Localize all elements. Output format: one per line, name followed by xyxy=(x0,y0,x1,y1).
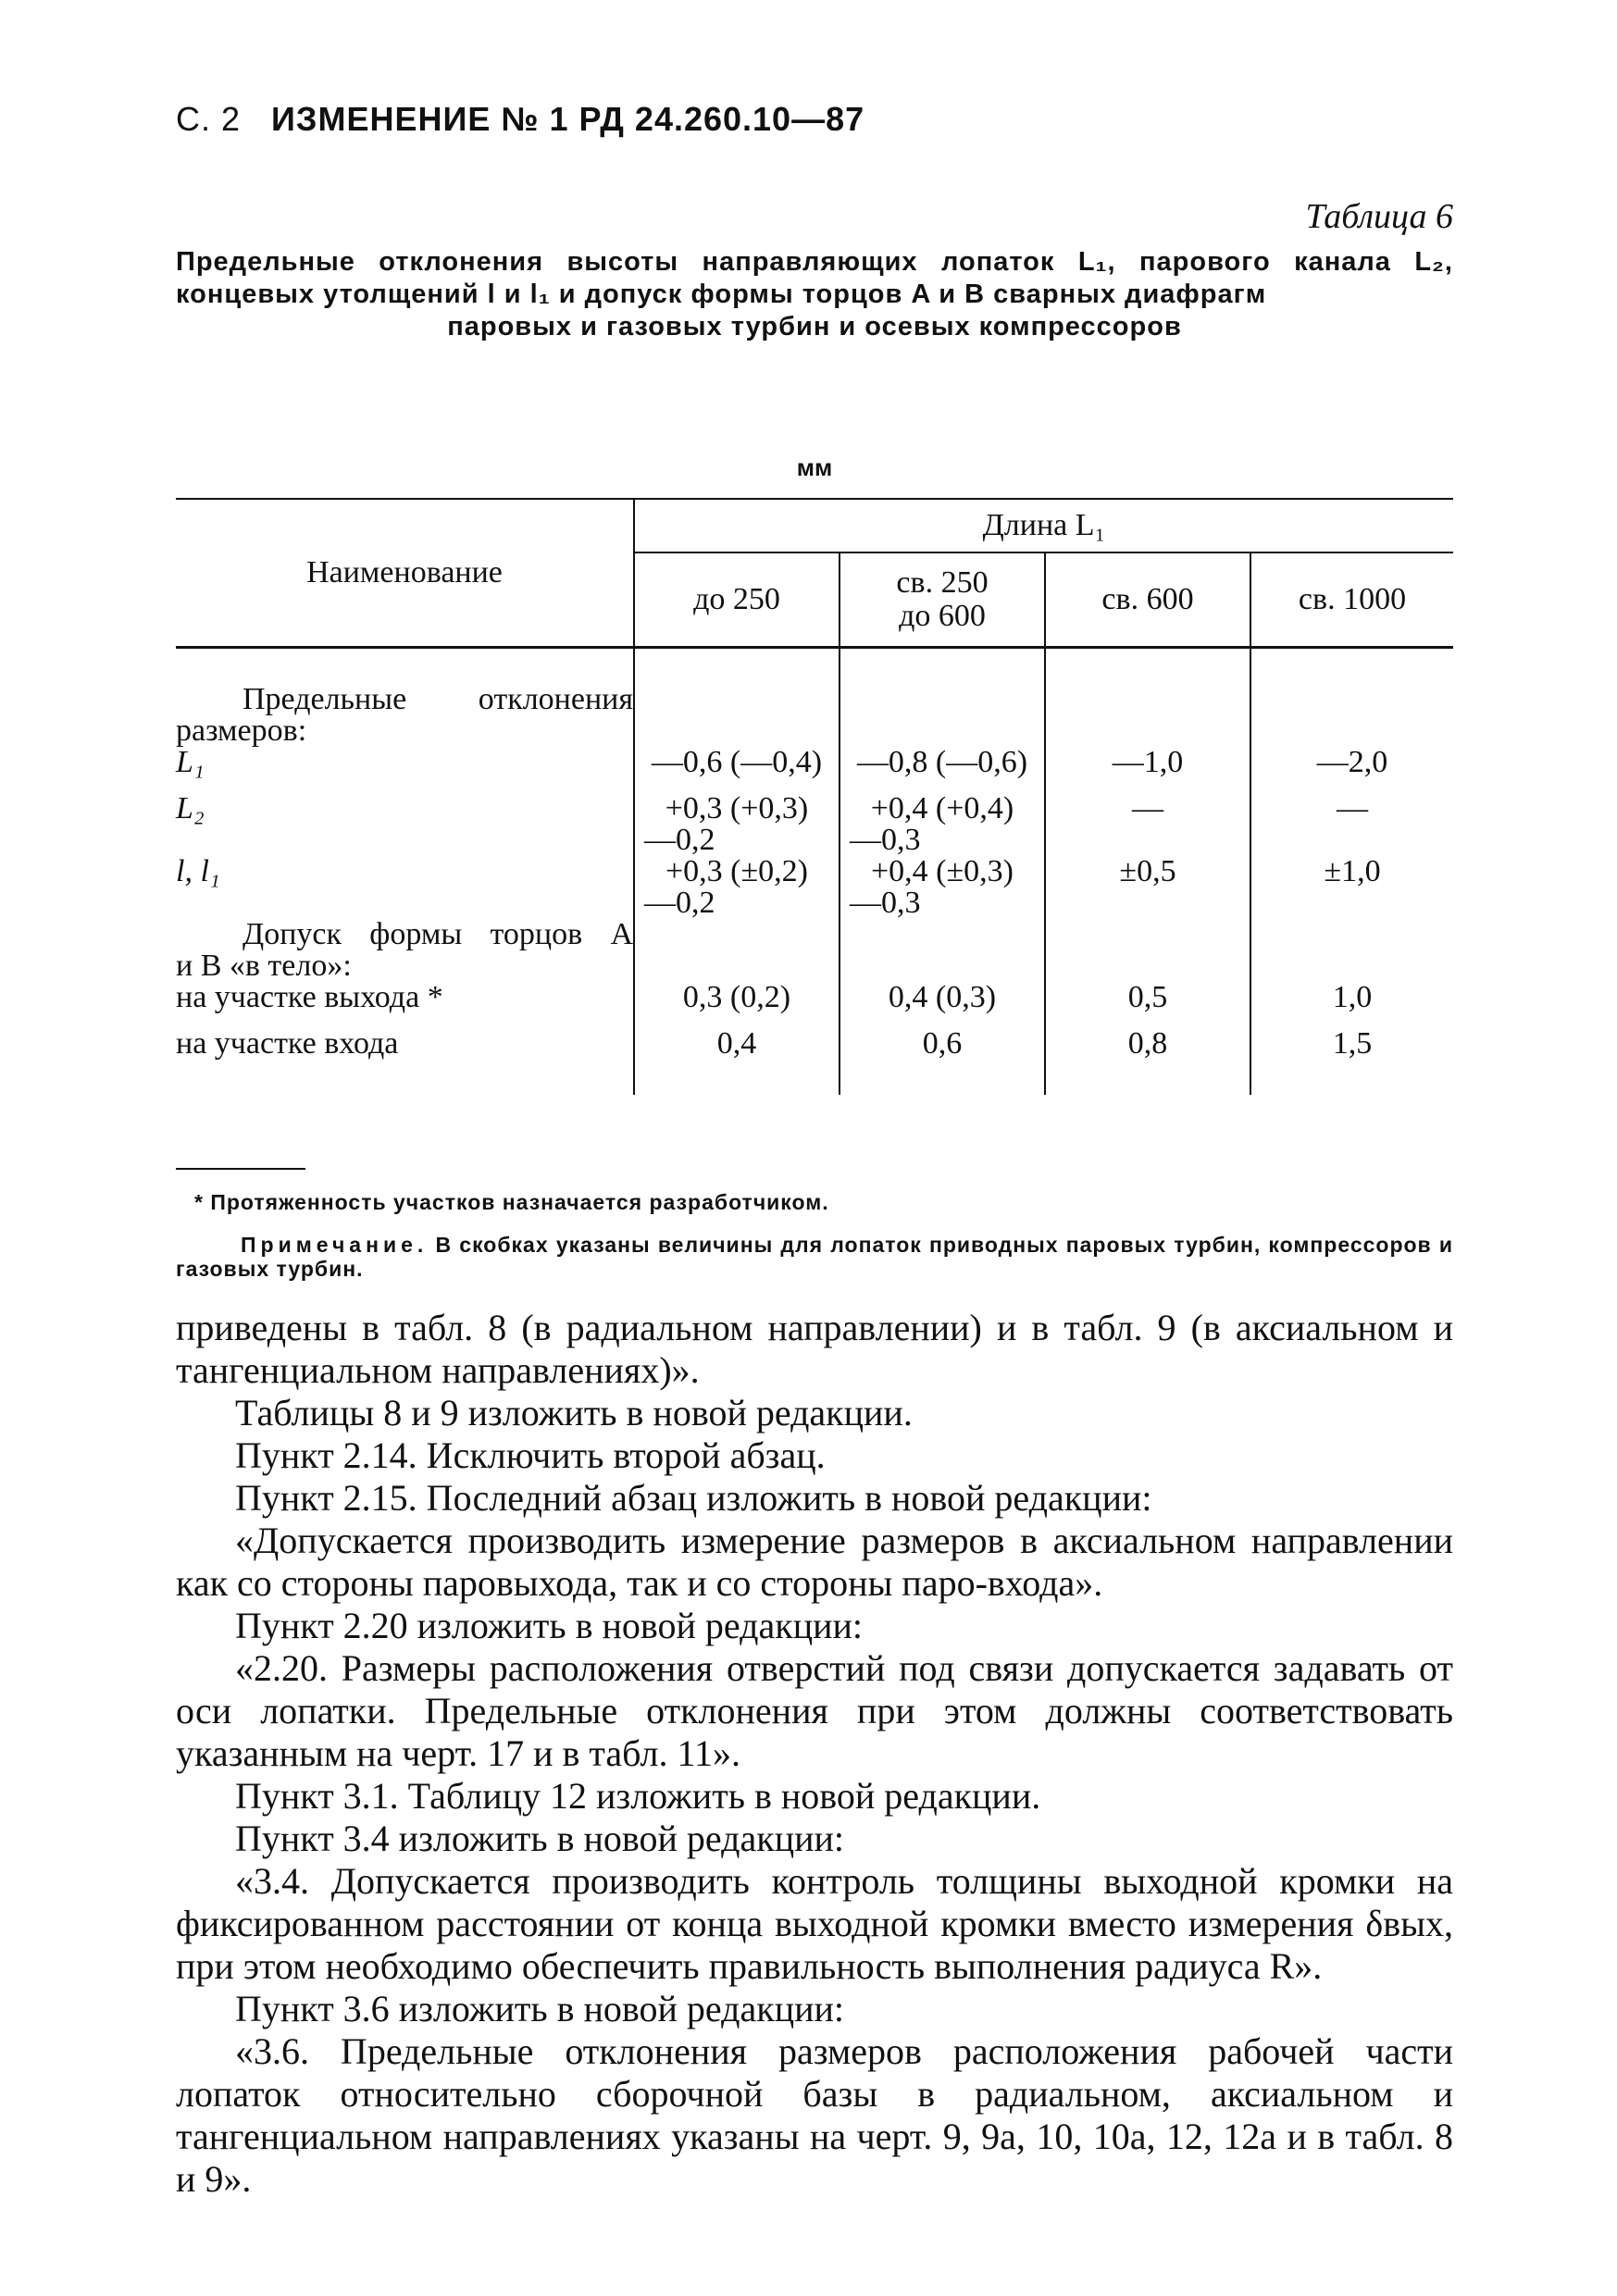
table-cell xyxy=(634,793,840,856)
row-label: на участке выхода * xyxy=(176,980,443,1014)
footnote: * Протяженность участков назначается разработчиком. xyxy=(194,1190,829,1214)
tolerance-table xyxy=(176,498,1453,1095)
paragraph: Пункт 2.14. Исключить второй абзац. xyxy=(235,1434,826,1476)
table-cell: 0,6 xyxy=(840,1028,1045,1095)
row-label: на участке входа xyxy=(176,1026,399,1061)
cell-line: —0,2 xyxy=(644,886,715,920)
table-row xyxy=(176,919,1453,982)
paragraph: Пункт 3.6 изложить в новой редакции: xyxy=(235,1988,845,2029)
table-cell: —0,8 (—0,6) xyxy=(840,747,1045,793)
page-number: С. 2 xyxy=(176,100,242,138)
footnote-rule xyxy=(176,1168,305,1170)
row-label xyxy=(176,919,634,982)
paragraph: «3.6. Предельные отклонения размеров расположения рабочей части лопаток относительно сборочной базы в радиальном, аксиальном и тангенциальном направлениях указаны на черт. 9, 9а, 10, 10а, 12, 12а и в табл. 8 и 9». xyxy=(176,2030,1453,2200)
paragraph: «Допускается производить измерение размеров в аксиальном направлении как со стороны паровыхода, так и со стороны паро-входа». xyxy=(176,1520,1453,1604)
limits-title-a: Предельные отклонения xyxy=(243,682,633,716)
col-header-4: св. 1000 xyxy=(1250,552,1453,648)
paragraph: Пункт 2.20 изложить в новой редакции: xyxy=(235,1605,864,1646)
table-cell xyxy=(634,856,840,919)
table-cell: — xyxy=(1250,793,1453,856)
table-number: Таблица 6 xyxy=(1305,197,1453,236)
table-note xyxy=(176,1233,1453,1281)
col-header-1: до 250 xyxy=(634,552,840,648)
paragraph: Таблицы 8 и 9 изложить в новой редакции. xyxy=(235,1392,913,1433)
limits-title-b: размеров: xyxy=(176,714,307,748)
table-cell: ±1,0 xyxy=(1250,856,1453,919)
paragraph: Пункт 2.15. Последний абзац изложить в новой редакции: xyxy=(235,1477,1152,1519)
table-cell: 1,5 xyxy=(1250,1028,1453,1095)
cell-line: —0,3 xyxy=(850,823,921,857)
cell-line: +0,4 (+0,4) xyxy=(870,791,1014,825)
body-text xyxy=(176,1307,1453,2201)
table-units: мм xyxy=(796,453,833,481)
form-title-a: Допуск формы торцов A xyxy=(243,917,633,951)
table-caption-line1: Предельные отклонения высоты направляющих лопаток L₁, парового канала L₂, концевых утолщений l и l₁ и допуск формы торцов A и B сварных диафрагм xyxy=(176,247,1453,309)
header-name: Наименование xyxy=(176,499,634,648)
table-row xyxy=(176,747,1453,793)
table-cell: 0,8 xyxy=(1045,1028,1250,1095)
table-cell: 0,3 (0,2) xyxy=(634,982,840,1028)
col-header-2-a: св. 250 xyxy=(896,565,989,600)
table-row xyxy=(176,648,1453,748)
row-label: L₂ xyxy=(176,791,205,825)
table-row xyxy=(176,793,1453,856)
paragraph: Пункт 3.4 изложить в новой редакции: xyxy=(235,1818,845,1859)
table-cell xyxy=(840,793,1045,856)
table-cell: —2,0 xyxy=(1250,747,1453,793)
running-head xyxy=(176,100,864,139)
note-label: Примечание. xyxy=(241,1233,429,1257)
form-title-b: и B «в тело»: xyxy=(176,949,352,983)
paragraph: приведены в табл. 8 (в радиальном направлении) и в табл. 9 (в аксиальном и тангенциальном направлениях)». xyxy=(176,1307,1453,1391)
note-text: В скобках указаны величины для лопаток приводных паровых турбин, компрессоров и газовых турбин. xyxy=(176,1233,1454,1281)
table-caption xyxy=(176,246,1453,343)
table-cell: —1,0 xyxy=(1045,747,1250,793)
table-cell: — xyxy=(1045,793,1250,856)
cell-line: —0,3 xyxy=(850,886,921,920)
cell-line: +0,3 (+0,3) xyxy=(665,791,809,825)
table-cell xyxy=(840,856,1045,919)
col-header-3: св. 600 xyxy=(1045,552,1250,648)
table-cell: 0,5 xyxy=(1045,982,1250,1028)
table-cell: ±0,5 xyxy=(1045,856,1250,919)
header-length-group: Длина L₁ xyxy=(634,499,1453,552)
col-header-2 xyxy=(840,552,1045,648)
table-cell: 0,4 xyxy=(634,1028,840,1095)
document-title: ИЗМЕНЕНИЕ № 1 РД 24.260.10—87 xyxy=(271,100,865,138)
table-cell: 1,0 xyxy=(1250,982,1453,1028)
row-label xyxy=(176,648,634,748)
table-cell: 0,4 (0,3) xyxy=(840,982,1045,1028)
cell-line: +0,3 (±0,2) xyxy=(665,854,808,888)
paragraph: «3.4. Допускается производить контроль толщины выходной кромки на фиксированном расстоянии от конца выходной кромки вместо измерения δвых, при этом необходимо обеспечить правильность выполнения радиуса R». xyxy=(176,1860,1453,1987)
cell-line: +0,4 (±0,3) xyxy=(871,854,1014,888)
paragraph: «2.20. Размеры расположения отверстий под связи допускается задавать от оси лопатки. Предельные отклонения при этом должны соответствовать указанным на черт. 17 и в табл. 11». xyxy=(176,1647,1453,1774)
table-row xyxy=(176,1028,1453,1095)
cell-line: —0,2 xyxy=(644,823,715,857)
col-header-2-b: до 600 xyxy=(899,599,986,633)
table-cell: —0,6 (—0,4) xyxy=(634,747,840,793)
row-label: L₁ xyxy=(176,745,205,779)
table-row xyxy=(176,856,1453,919)
table-row xyxy=(176,982,1453,1028)
table-caption-line2: паровых и газовых турбин и осевых компрессоров xyxy=(447,312,1182,341)
row-label: l, l₁ xyxy=(176,854,220,888)
paragraph: Пункт 3.1. Таблицу 12 изложить в новой редакции. xyxy=(235,1775,1041,1817)
